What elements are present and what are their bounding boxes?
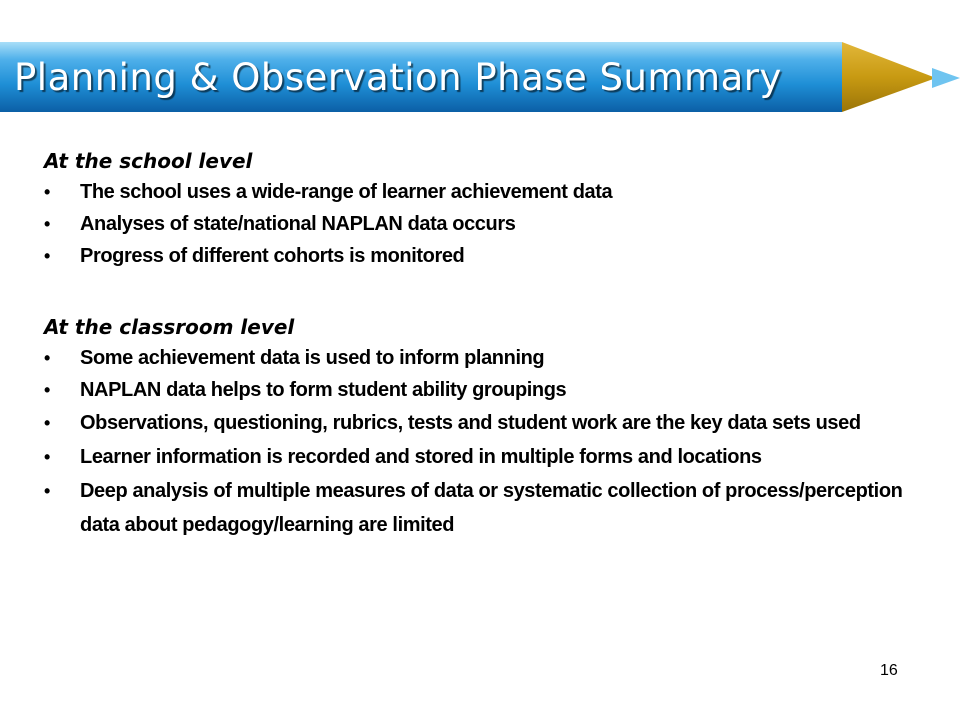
list-item: • Learner information is recorded and stored in multiple forms and locations xyxy=(44,440,904,474)
pencil-lead-tip xyxy=(932,68,960,88)
list-item: • Progress of different cohorts is monitored xyxy=(44,240,904,272)
list-item: • Deep analysis of multiple measures of data or systematic collection of process/perception data about pedagogy/learning are limited xyxy=(44,474,904,542)
list-item: • Observations, questioning, rubrics, tests and student work are the key data sets used xyxy=(44,406,904,440)
list-item: • Analyses of state/national NAPLAN data occurs xyxy=(44,208,904,240)
slide-title: Planning & Observation Phase Summary xyxy=(14,56,782,99)
list-item: • NAPLAN data helps to form student ability groupings xyxy=(44,374,904,406)
school-level-heading: At the school level xyxy=(44,149,253,173)
title-banner xyxy=(0,42,960,112)
list-item: • The school uses a wide-range of learner achievement data xyxy=(44,176,904,208)
page-number: 16 xyxy=(880,662,898,679)
school-level-list xyxy=(44,176,904,272)
list-item: • Some achievement data is used to inform planning xyxy=(44,342,904,374)
classroom-level-heading: At the classroom level xyxy=(44,315,295,339)
classroom-level-list xyxy=(44,342,904,542)
summary-content xyxy=(44,146,904,542)
pencil-wood-tip xyxy=(842,42,936,112)
